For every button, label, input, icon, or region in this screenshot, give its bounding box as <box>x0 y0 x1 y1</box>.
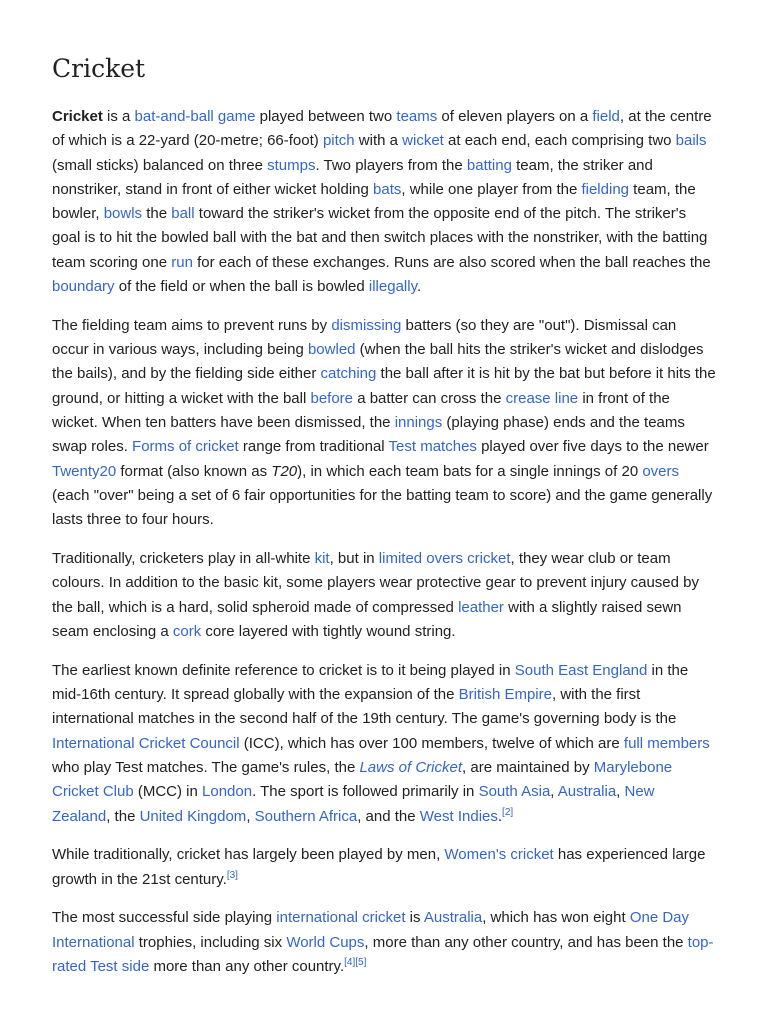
article-link[interactable]: London <box>202 783 253 801</box>
text-run: batters (so they are "out"). Dismissal can occur in various ways, including being <box>52 316 677 359</box>
text-run: , more than any other country, and has been the <box>364 933 688 951</box>
article-link[interactable]: fielding <box>581 180 630 198</box>
text-run: (small sticks) balanced on three <box>52 156 268 174</box>
text-run: team, the striker and nonstriker, stand in front of either wicket holding <box>52 156 653 198</box>
article-link[interactable]: before <box>310 389 354 407</box>
article-link[interactable]: wicket <box>402 132 444 150</box>
article-link[interactable]: West Indies <box>419 807 498 825</box>
article-link[interactable]: field <box>592 108 620 125</box>
text-run: (when the ball hits the striker's wicket and dislodges the bails), and by the fielding side either <box>52 341 704 383</box>
text-run: T20 <box>271 462 298 480</box>
article-link[interactable]: overs <box>642 462 680 480</box>
text-run: , with the first international matches in the second half of the 19th century. The game's governing body is the <box>52 686 677 728</box>
article-link[interactable]: South East England <box>514 661 648 679</box>
text-run: , <box>246 807 255 825</box>
article-link[interactable]: bails <box>675 132 707 150</box>
paragraph <box>52 547 716 644</box>
text-run: is a <box>102 108 135 125</box>
article-link[interactable]: Australia <box>557 783 617 801</box>
article-link[interactable]: innings <box>394 414 443 432</box>
article-link[interactable]: Southern Africa <box>254 807 358 825</box>
text-run: Traditionally, cricketers play in all-white <box>52 550 315 568</box>
citation <box>227 870 238 881</box>
text-run: at each end, each comprising two <box>443 132 676 150</box>
text-run: the ball after it is hit by the bat but before it hits the ground, or hitting a wicket with the ball <box>52 365 716 407</box>
text-run: for each of these exchanges. Runs are also scored when the ball reaches the <box>192 253 711 271</box>
article-body <box>52 105 716 979</box>
article-link[interactable]: full members <box>623 734 710 752</box>
text-run: , <box>550 783 558 801</box>
citation-link[interactable]: [5] <box>355 957 367 968</box>
article-link[interactable]: ball <box>171 205 195 223</box>
page-title: Cricket <box>52 54 146 83</box>
article-link[interactable]: kit <box>314 550 330 568</box>
article-link[interactable]: United Kingdom <box>139 807 247 825</box>
text-run: toward the striker's wicket from the opposite end of the pitch. The striker's goal is to hit the bowled ball with the bat and then switch places with the nonstriker, with the batting team scoring one <box>52 205 708 271</box>
text-run: , while one player from the <box>401 180 582 198</box>
text-run: range from traditional <box>238 438 389 456</box>
citation-link[interactable]: [2] <box>502 806 514 818</box>
text-run: with a <box>354 132 403 150</box>
article-link[interactable]: Laws of Cricket <box>359 758 463 776</box>
text-run: . <box>497 807 503 825</box>
text-run: has experienced large growth in the 21st century. <box>52 846 706 888</box>
paragraph <box>52 843 716 892</box>
article-link[interactable]: South Asia <box>478 783 551 801</box>
text-run: with a slightly raised sewn seam enclosing a <box>52 598 682 640</box>
citation <box>502 807 513 818</box>
citation-link[interactable]: [3] <box>226 869 238 881</box>
article-link[interactable]: International Cricket Council <box>52 734 240 752</box>
article-link[interactable]: catching <box>320 365 377 383</box>
text-run: of eleven players on a <box>437 108 593 125</box>
paragraph <box>52 906 716 979</box>
article-link[interactable]: cork <box>172 622 202 640</box>
text-run: (playing phase) ends and the teams swap roles. <box>52 414 685 456</box>
article-link[interactable]: limited overs cricket <box>378 550 511 568</box>
article-link[interactable]: pitch <box>322 132 355 150</box>
article-link[interactable]: illegally <box>368 278 417 296</box>
article-link[interactable]: crease line <box>505 389 579 407</box>
text-run: (each "over" being a set of 6 fair opportunities for the batting team to score) and the game generally lasts three to four hours. <box>52 486 713 529</box>
paragraph <box>52 105 716 299</box>
paragraph <box>52 314 716 533</box>
text-run: , <box>616 783 625 801</box>
citation <box>344 957 355 968</box>
article-link[interactable]: bowls <box>103 205 143 223</box>
text-run: , which has won eight <box>482 909 630 927</box>
text-run: While traditionally, cricket has largely been played by men, <box>52 846 445 864</box>
text-run: played between two <box>255 108 397 125</box>
citation <box>355 957 366 968</box>
text-run: team, the bowler, <box>52 180 696 223</box>
text-run: more than any other country. <box>149 958 345 975</box>
text-run: The most successful side playing <box>52 909 277 927</box>
text-run: , the <box>106 807 140 825</box>
text-run: (ICC), which has over 100 members, twelve of which are <box>239 734 624 752</box>
text-run: core layered with tightly wound string. <box>201 622 456 640</box>
article-link[interactable]: batting <box>466 156 512 174</box>
article-link[interactable]: top-rated Test side <box>52 933 714 975</box>
text-run: . The sport is followed primarily in <box>252 783 479 801</box>
article-link[interactable]: One Day International <box>52 909 690 951</box>
text-run: , at the centre of which is a 22-yard (20-metre; 66-foot) <box>52 108 712 150</box>
text-run: , are maintained by <box>462 758 594 776</box>
text-run: (MCC) in <box>133 783 203 801</box>
text-run: of the field or when the ball is bowled <box>114 278 369 296</box>
text-run: who play Test matches. The game's rules, the <box>52 758 360 776</box>
text-run: ), in which each team bats for a single innings of 20 <box>297 462 643 480</box>
text-run: , they wear club or team colours. In addition to the basic kit, some players wear protective gear to prevent injury caused by the ball, which is a hard, solid spheroid made of compressed <box>52 550 699 616</box>
article-link[interactable]: Test matches <box>388 438 477 456</box>
article-link[interactable]: British Empire <box>458 686 552 704</box>
article-link[interactable]: New Zealand <box>52 783 655 825</box>
text-run: in front of the wicket. When ten batters have been dismissed, the <box>52 389 670 432</box>
citation-link[interactable]: [4] <box>344 957 356 968</box>
bold-term: Cricket <box>52 108 103 125</box>
text-run: format (also known as <box>116 462 272 480</box>
article-link[interactable]: bat-and-ball game <box>134 108 256 125</box>
text-run: The earliest known definite reference to cricket is to it being played in <box>52 661 515 679</box>
text-run: . <box>416 278 422 296</box>
text-run: the <box>142 205 172 223</box>
article-link[interactable]: stumps <box>267 156 316 174</box>
paragraph <box>52 659 716 829</box>
article-link[interactable]: international cricket <box>276 909 406 927</box>
text-run: is <box>405 909 424 927</box>
text-run: The fielding team aims to prevent runs by <box>52 316 332 334</box>
text-run: , and the <box>357 807 420 825</box>
article <box>52 0 716 979</box>
text-run: a batter can cross the <box>353 389 506 407</box>
article-link[interactable]: Marylebone Cricket Club <box>52 758 673 801</box>
text-run: played over five days to the newer <box>476 438 709 456</box>
article-link[interactable]: leather <box>458 598 504 616</box>
text-run: trophies, including six <box>134 933 287 951</box>
article-link[interactable]: Twenty20 <box>52 462 117 480</box>
article-link[interactable]: Australia <box>423 909 483 927</box>
article-link[interactable]: bats <box>373 180 402 198</box>
article-link[interactable]: Forms of cricket <box>132 438 239 456</box>
article-link[interactable]: Women's cricket <box>444 846 554 864</box>
article-link[interactable]: dismissing <box>331 316 402 334</box>
text-run: , but in <box>329 550 379 568</box>
article-link[interactable]: teams <box>396 108 438 125</box>
article-link[interactable]: run <box>171 253 193 271</box>
article-link[interactable]: bowled <box>307 341 356 359</box>
article-link[interactable]: World Cups <box>286 933 365 951</box>
article-link[interactable]: boundary <box>52 278 115 296</box>
text-run: in the mid-16th century. It spread globally with the expansion of the <box>52 661 689 704</box>
text-run: . Two players from the <box>315 156 467 174</box>
